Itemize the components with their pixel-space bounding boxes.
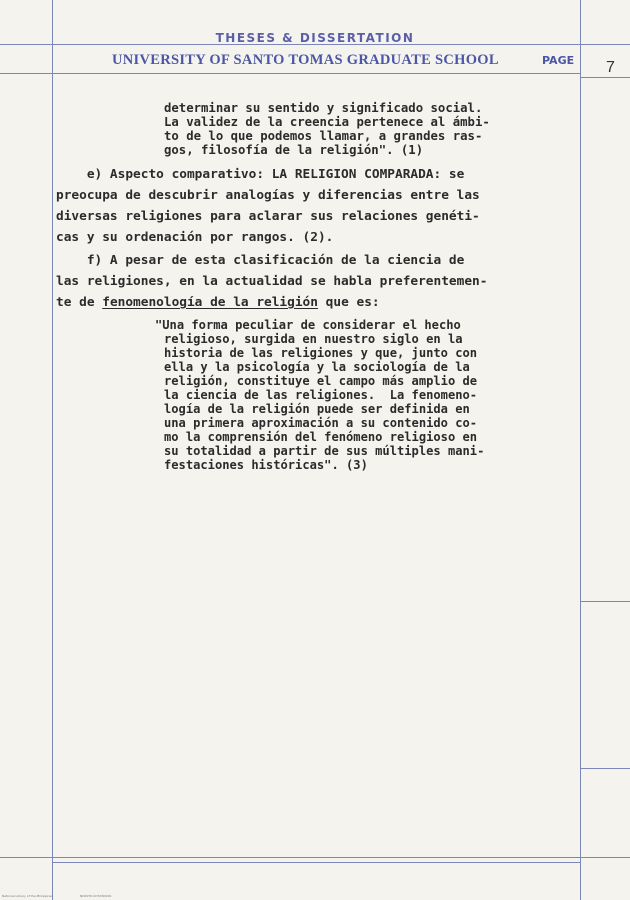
footer-code: ND00TD-D7633D001 bbox=[80, 894, 112, 898]
footer-library: National Library of the Philippines bbox=[2, 894, 53, 898]
paragraph-line: e) Aspecto comparativo: LA RELIGION COMPARADA: se bbox=[56, 167, 465, 182]
school-header: UNIVERSITY OF SANTO TOMAS GRADUATE SCHOOL bbox=[112, 52, 499, 68]
paragraph-line bbox=[56, 296, 380, 310]
quote2-line: historia de las religiones y que, junto con bbox=[164, 346, 478, 360]
quote2-line: su totalidad a partir de sus múltiples mani- bbox=[164, 444, 485, 458]
quote2-line: festaciones históricas". (3) bbox=[164, 458, 368, 472]
paragraph-line: diversas religiones para aclarar sus relaciones genéti- bbox=[56, 209, 480, 224]
footer-top-rule bbox=[0, 857, 630, 858]
page-box-rule bbox=[580, 77, 630, 78]
quote2-line: "Una forma peculiar de considerar el hecho bbox=[155, 318, 461, 332]
line-prefix: te de bbox=[56, 295, 103, 310]
left-header-rule bbox=[0, 73, 52, 74]
right-side-rule-1 bbox=[580, 601, 630, 602]
paragraph-line: cas y su ordenación por rangos. (2). bbox=[56, 230, 334, 245]
right-side-rule-2 bbox=[580, 768, 630, 769]
page-number: 7 bbox=[606, 59, 615, 76]
quote2-line: mo la comprensión del fenómeno religioso en bbox=[164, 430, 478, 444]
quote2-line: ella y la psicología y la sociología de la bbox=[164, 360, 470, 374]
quote1-line: gos, filosofía de la religión". (1) bbox=[164, 143, 424, 157]
right-margin-rule bbox=[580, 0, 581, 900]
quote2-line: una primera aproximación a su contenido co- bbox=[164, 416, 478, 430]
footer-rule bbox=[52, 862, 580, 863]
quote1-line: determinar su sentido y significado social. bbox=[164, 101, 483, 115]
quote2-line: la ciencia de las religiones. La fenomeno- bbox=[164, 388, 478, 402]
paragraph-line: las religiones, en la actualidad se habla preferentemen- bbox=[56, 274, 488, 289]
header-bottom-rule bbox=[52, 73, 580, 74]
paragraph-line: preocupa de descubrir analogías y diferencias entre las bbox=[56, 188, 480, 203]
left-margin-rule bbox=[52, 0, 53, 900]
underlined-term: fenomenología de la religión bbox=[102, 295, 318, 310]
quote2-line: logía de la religión puede ser definida en bbox=[164, 402, 470, 416]
quote2-line: religión, constituye el campo más amplio de bbox=[164, 374, 478, 388]
quote1-line: La validez de la creencia pertenece al ámbi- bbox=[164, 115, 490, 129]
theses-stamp: THESES & DISSERTATION bbox=[215, 31, 415, 45]
line-suffix: que es: bbox=[317, 295, 380, 310]
quote1-line: to de lo que podemos llamar, a grandes ras- bbox=[164, 129, 483, 143]
page-label: PAGE bbox=[542, 54, 575, 67]
quote2-line: religioso, surgida en nuestro siglo en la bbox=[164, 332, 463, 346]
paragraph-line: f) A pesar de esta clasificación de la ciencia de bbox=[56, 253, 465, 268]
